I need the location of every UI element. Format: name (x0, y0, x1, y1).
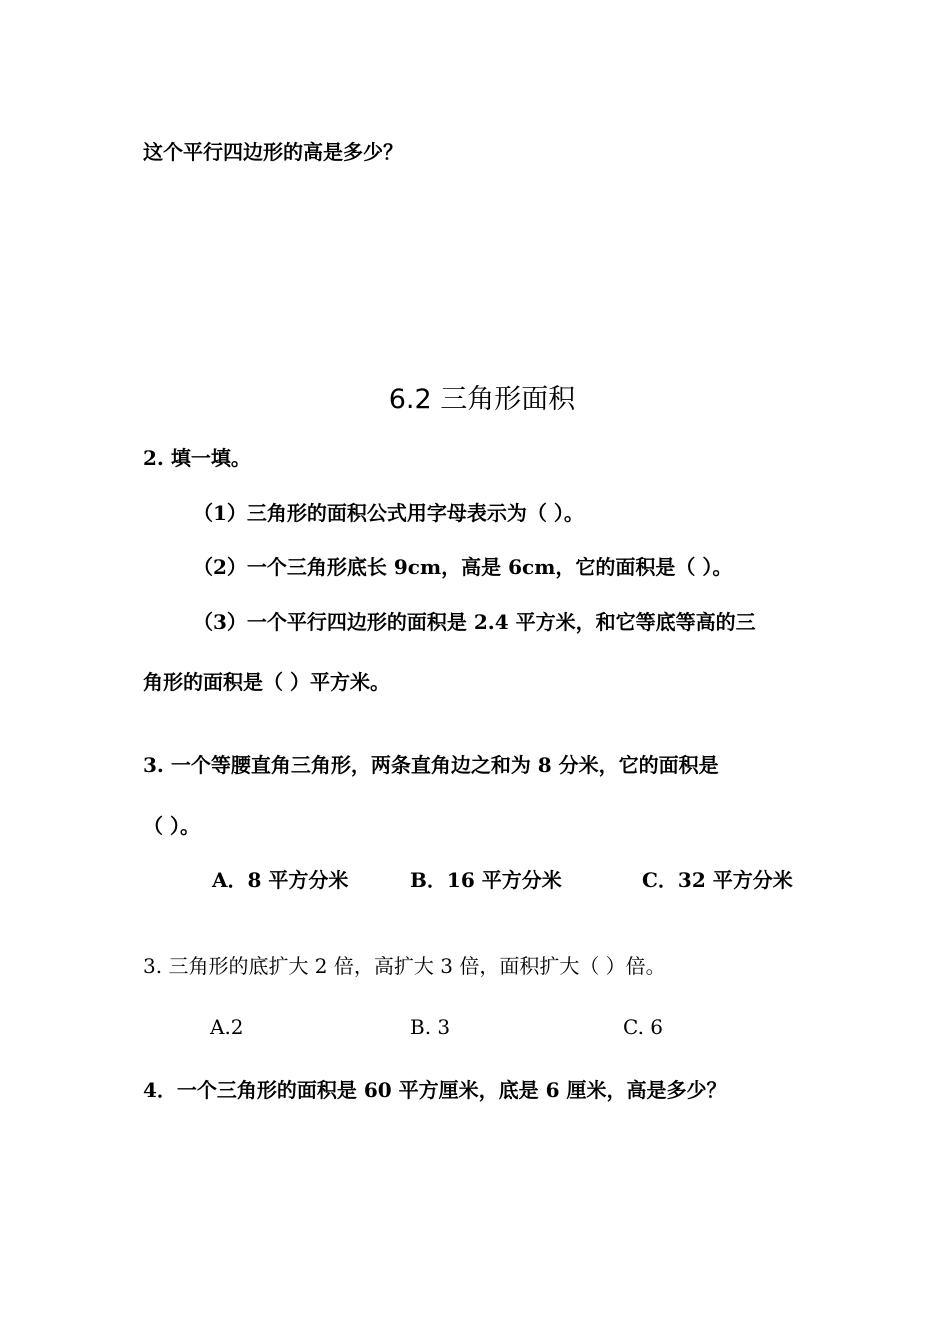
section-title: 6.2 三角形面积 (388, 384, 576, 415)
question-2-heading: 2. 填一填。 (143, 446, 251, 470)
question-3b-stem: 3. 三角形的底扩大 2 倍，高扩大 3 倍，面积扩大（ ）倍。 (143, 954, 666, 978)
question-3b-option-c: C. 6 (623, 1015, 664, 1039)
question-2-item-1: （1）三角形的面积公式用字母表示为（ ）。 (193, 501, 584, 525)
question-4-stem: 4．一个三角形的面积是 60 平方厘米，底是 6 厘米，高是多少？ (143, 1078, 727, 1102)
question-2-item-3-line-2: 角形的面积是（ ）平方米。 (143, 670, 390, 694)
question-3a-stem-line-2: （ ）。 (143, 814, 200, 838)
question-2-item-2: （2）一个三角形底长 9cm，高是 6cm，它的面积是（ ）。 (193, 555, 733, 579)
question-3b-option-b: B. 3 (410, 1015, 451, 1039)
question-3a-option-a: A．8 平方分米 (212, 868, 349, 892)
question-3a-stem-line-1: 3. 一个等腰直角三角形，两条直角边之和为 8 分米，它的面积是 (143, 753, 719, 777)
question-2-item-3-line-1: （3）一个平行四边形的面积是 2.4 平方米，和它等底等高的三 (193, 610, 756, 634)
question-3a-option-c: C．32 平方分米 (642, 868, 793, 892)
question-3a-option-b: B．16 平方分米 (410, 868, 562, 892)
prev-question-text: 这个平行四边形的高是多少？ (143, 140, 403, 164)
question-3b-option-a: A.2 (210, 1015, 244, 1039)
